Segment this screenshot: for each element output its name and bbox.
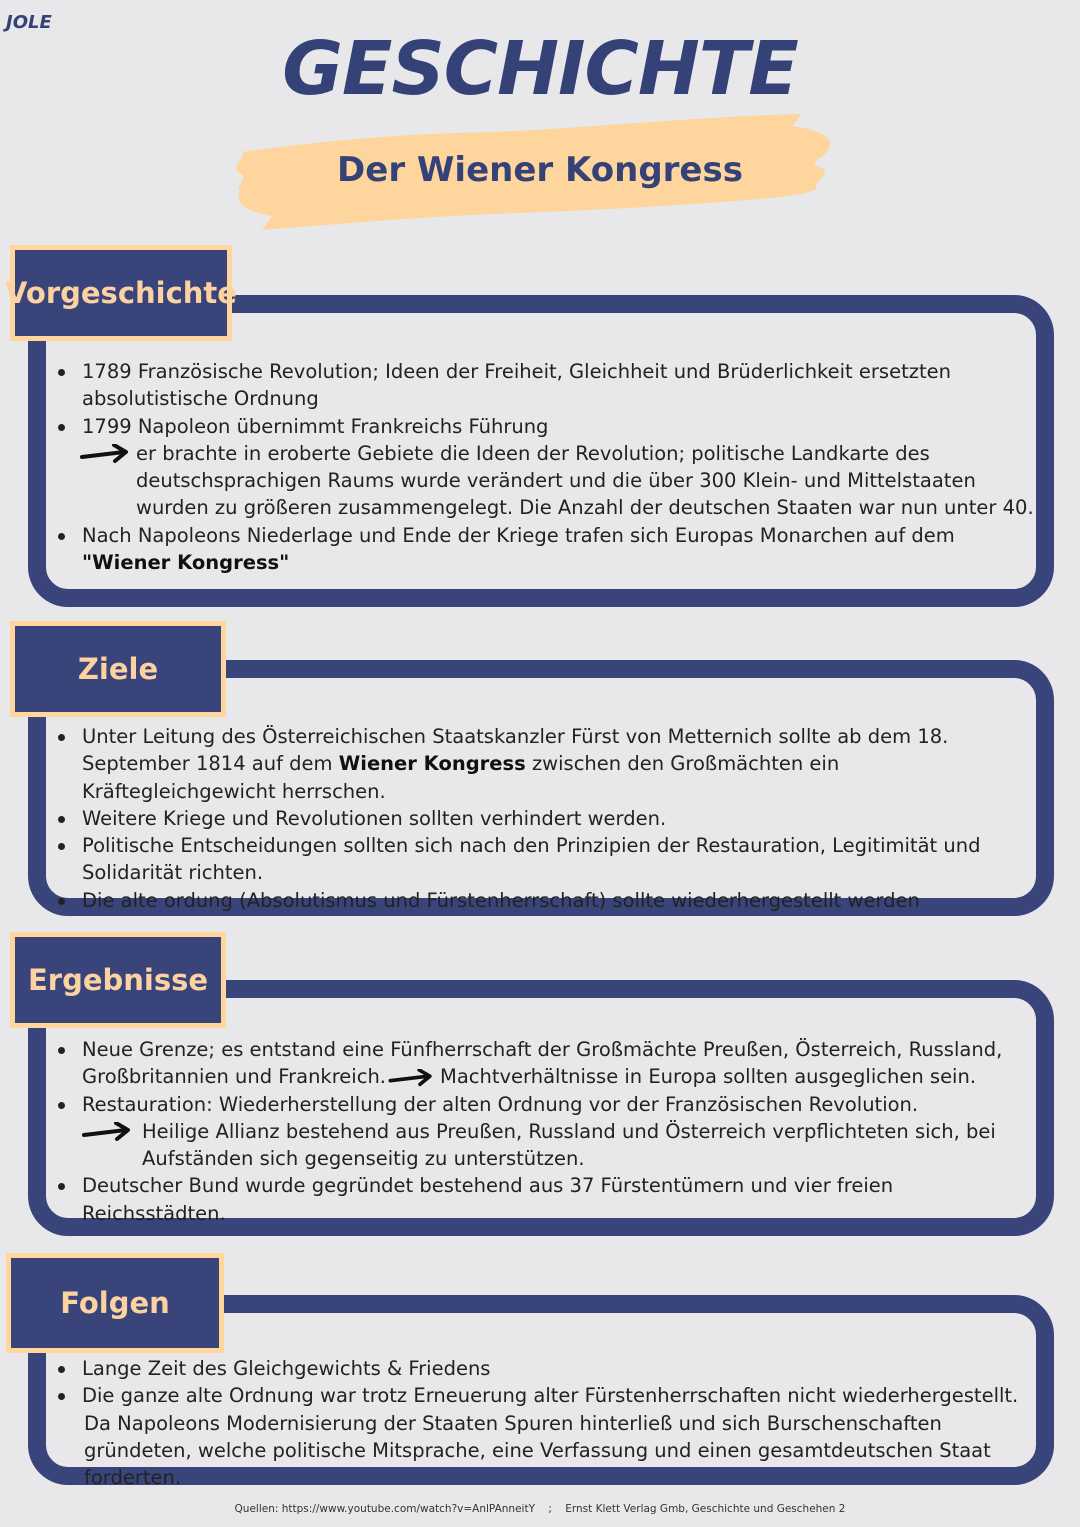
source-link[interactable]: Quellen: https://www.youtube.com/watch?v=AnlPAnneitY — [234, 1503, 535, 1515]
list-item-arrow — [54, 440, 1034, 522]
section-list — [54, 723, 1034, 914]
list-item: 1789 Französische Revolution; Ideen der Freiheit, Gleichheit und Brüderlichkeit ersetzten absolutistische Ordnung — [54, 358, 1034, 413]
section-list — [54, 1355, 1034, 1491]
list-item-text: Unter Leitung des Österreichischen Staatskanzler Fürst von Metternich sollte ab dem 18. September 1814 auf dem — [82, 725, 949, 776]
bold-term: Wiener Kongress — [338, 752, 526, 776]
list-item: Weitere Kriege und Revolutionen sollten verhindert werden. — [54, 805, 1034, 832]
section-heading: Folgen — [6, 1253, 224, 1353]
list-item — [54, 522, 1034, 577]
list-item — [54, 723, 1034, 805]
source-separator: ; — [548, 1503, 552, 1515]
list-item-text: Neue Grenze; es entstand eine Fünfherrschaft der Großmächte Preußen, Österreich, Russland, Großbritannien und Frankreich. — [82, 1038, 1003, 1089]
list-item — [54, 1036, 1034, 1091]
section-heading: Ziele — [10, 621, 226, 717]
list-item: Die alte ordung (Absolutismus und Fürstenherrschaft) sollte wiederhergestellt werden — [54, 887, 1034, 914]
right-arrow-icon — [82, 1122, 132, 1142]
list-item: Lange Zeit des Gleichgewichts & Friedens — [54, 1355, 1034, 1382]
sources-footer — [0, 1503, 1080, 1515]
page-title: GESCHICHTE — [282, 26, 798, 112]
section-list — [54, 1036, 1034, 1227]
list-item: Restauration: Wiederherstellung der alten Ordnung vor der Französischen Revolution. — [54, 1091, 1034, 1118]
list-item: 1799 Napoleon übernimmt Frankreichs Führung — [54, 413, 1034, 440]
list-item: Die ganze alte Ordnung war trotz Erneuerung alter Fürstenherrschaften nicht wiederhergestellt. — [54, 1382, 1034, 1409]
right-arrow-icon — [388, 1069, 434, 1087]
right-arrow-icon — [80, 444, 130, 464]
list-item-text: Machtverhältnisse in Europa sollten ausgeglichen sein. — [440, 1065, 977, 1089]
list-item: Deutscher Bund wurde gegründet bestehend aus 37 Fürstentümern und vier freien Reichsstädten. — [54, 1172, 1034, 1227]
brand-label: JOLE — [6, 12, 52, 33]
section-list — [54, 358, 1034, 576]
list-item-continuation: Da Napoleons Modernisierung der Staaten Spuren hinterließ und sich Burschenschaften gründeten, welche politische Mitsprache, eine Verfassung und einen gesamtdeutschen Staat forderten. — [84, 1411, 991, 1490]
section-heading: Ergebnisse — [10, 932, 226, 1028]
list-item-text: zwischen den Großmächten ein Kräftegleichgewicht herrschen. — [82, 752, 840, 803]
source-book: Ernst Klett Verlag Gmb, Geschichte und Geschehen 2 — [565, 1503, 846, 1515]
arrow-text: Heilige Allianz bestehend aus Preußen, Russland und Österreich verpflichteten sich, bei Aufständen sich gegenseitig zu unterstützen. — [142, 1119, 996, 1171]
bold-term: "Wiener Kongress" — [82, 551, 290, 575]
list-item-text: Nach Napoleons Niederlage und Ende der Kriege trafen sich Europas Monarchen auf dem — [82, 523, 955, 547]
list-item-arrow — [54, 1118, 1034, 1173]
arrow-text: er brachte in eroberte Gebiete die Ideen der Revolution; politische Landkarte des deutschsprachigen Raums wurde verändert und die über 300 Klein- und Mittelstaaten wurden zu größeren zusammengelegt. Die Anzahl der deutschen Staaten war nun unter 40. — [136, 441, 1034, 520]
page-subtitle: Der Wiener Kongress — [337, 150, 743, 190]
list-item: Politische Entscheidungen sollten sich nach den Prinzipien der Restauration, Legitimität und Solidarität richten. — [54, 832, 1034, 887]
section-heading: Vorgeschichte — [10, 245, 232, 341]
